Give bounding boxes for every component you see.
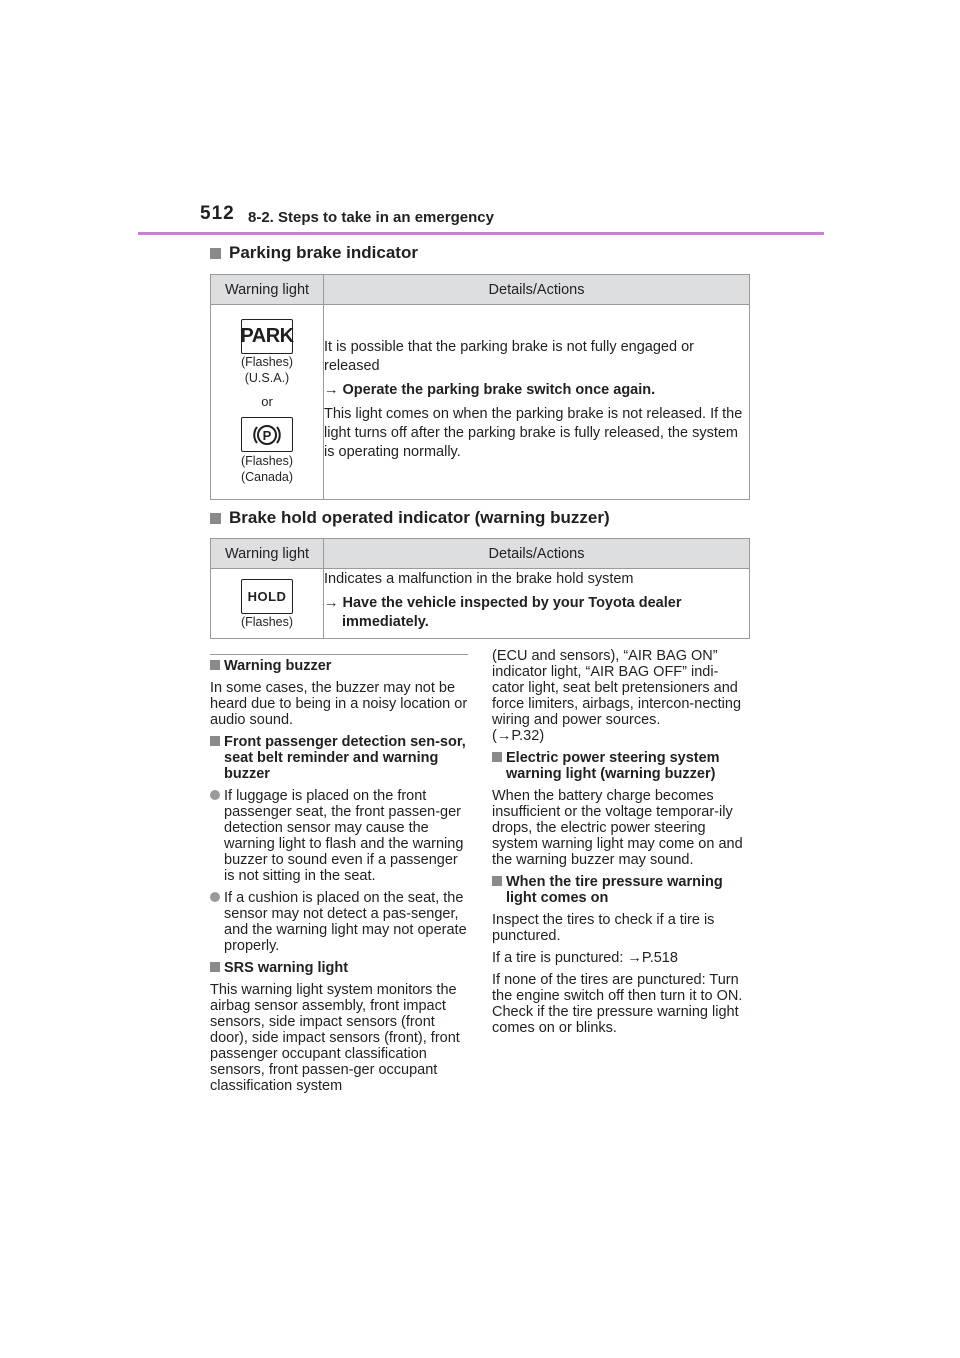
or-text: or: [261, 394, 273, 410]
note-text: (ECU and sensors), “AIR BAG ON” indicator light, “AIR BAG OFF” indi-cator light, seat belt pretensioners and force limiters, airbags, intercon-necting wiring and power sources. (→P.32): [492, 648, 742, 744]
hold-icon: HOLD: [241, 579, 293, 614]
arrow-icon: →: [627, 950, 642, 966]
brake-hold-title: Brake hold operated indicator (warning buzzer): [229, 508, 610, 527]
notes-right-column: [492, 648, 750, 1042]
parking-brake-table: [210, 274, 750, 500]
circle-p-icon: [241, 417, 293, 452]
note-heading-power-steering: Electric power steering system warning light (warning buzzer): [492, 750, 750, 782]
hold-light-cell: [211, 569, 324, 639]
note-text: When the battery charge becomes insufficient or the voltage temporar-ily drops, the electric power steering system warning light may come on and the warning buzzer may sound.: [492, 788, 743, 868]
square-bullet-icon: [492, 752, 502, 762]
col-header-details: Details/Actions: [324, 539, 750, 569]
arrow-icon: →: [324, 381, 339, 398]
parking-detail-2: This light comes on when the parking brake is not released. If the light turns off after the parking brake is fully released, the system is operating normally.: [324, 405, 743, 460]
p-caption-flashes: (Flashes): [240, 453, 294, 468]
brake-hold-heading: [210, 508, 610, 528]
hold-caption-flashes: (Flashes): [240, 614, 294, 629]
note-text: If a tire is punctured: →P.518: [492, 950, 678, 966]
square-bullet-icon: [492, 876, 502, 886]
park-icon: PARK: [241, 319, 293, 354]
page-header: [0, 0, 960, 240]
note-text: Inspect the tires to check if a tire is punctured.: [492, 912, 715, 944]
park-caption-flashes: (Flashes): [240, 355, 294, 370]
square-bullet-icon: [210, 962, 220, 972]
square-bullet-icon: [210, 248, 221, 259]
brake-hold-table: [210, 538, 750, 639]
square-bullet-icon: [210, 736, 220, 746]
notes-divider: [210, 654, 468, 655]
notes-left-column: [210, 658, 468, 1100]
note-heading-warning-buzzer: Warning buzzer: [210, 658, 468, 674]
park-caption-usa: (U.S.A.): [244, 371, 290, 386]
circle-bullet-icon: [210, 790, 220, 800]
note-text: In some cases, the buzzer may not be heard due to being in a noisy location or audio sound.: [210, 680, 468, 728]
hold-detail-1: Indicates a malfunction in the brake hold system: [324, 571, 634, 587]
parking-action-1: → Operate the parking brake switch once again.: [324, 381, 656, 398]
square-bullet-icon: [210, 513, 221, 524]
col-header-details: Details/Actions: [324, 275, 750, 305]
circle-bullet-icon: [210, 892, 220, 902]
parking-brake-heading: [210, 243, 418, 263]
page-number: 512: [200, 203, 235, 224]
header-rule: [138, 232, 824, 235]
note-bullet: If luggage is placed on the front passenger seat, the front passen-ger detection sensor may cause the warning light to flash and the warning buzzer to sound even if a passenger is not sitting in the seat.: [210, 788, 468, 884]
parking-details-cell: [324, 305, 750, 500]
arrow-icon: →: [324, 595, 339, 611]
note-text: If none of the tires are punctured: Turn the engine switch off then turn it to ON. Check if the tire pressure warning light comes on or blinks.: [492, 972, 743, 1036]
parking-brake-title: Parking brake indicator: [229, 243, 418, 262]
square-bullet-icon: [210, 660, 220, 670]
parking-detail-1: It is possible that the parking brake is not fully engaged or released: [324, 338, 694, 374]
note-heading-srs: SRS warning light: [210, 960, 468, 976]
note-bullet: If a cushion is placed on the seat, the sensor may not detect a pas-senger, and the warning light may not operate properly.: [210, 890, 468, 954]
svg-text:P: P: [262, 427, 272, 443]
page-reference: P.32: [511, 728, 540, 744]
note-text: This warning light system monitors the airbag sensor assembly, front impact sensors, side impact sensors (front door), side impact sensors (front), front passenger occupant classification sensors, front passen-ger occupant classification system: [210, 982, 460, 1094]
note-heading-tire-pressure: When the tire pressure warning light comes on: [492, 874, 750, 906]
parking-light-cell: [211, 305, 324, 500]
p-caption-canada: (Canada): [240, 469, 294, 484]
page-reference: P.518: [641, 950, 678, 966]
section-title: 8-2. Steps to take in an emergency: [248, 209, 494, 226]
note-heading-passenger-detection: Front passenger detection sen-sor, seat belt reminder and warning buzzer: [210, 734, 468, 782]
col-header-light: Warning light: [211, 275, 324, 305]
hold-details-cell: [324, 569, 750, 639]
col-header-light: Warning light: [211, 539, 324, 569]
hold-action-1: → Have the vehicle inspected by your Toyota dealer immediately.: [324, 595, 682, 630]
arrow-icon: →: [496, 728, 512, 744]
